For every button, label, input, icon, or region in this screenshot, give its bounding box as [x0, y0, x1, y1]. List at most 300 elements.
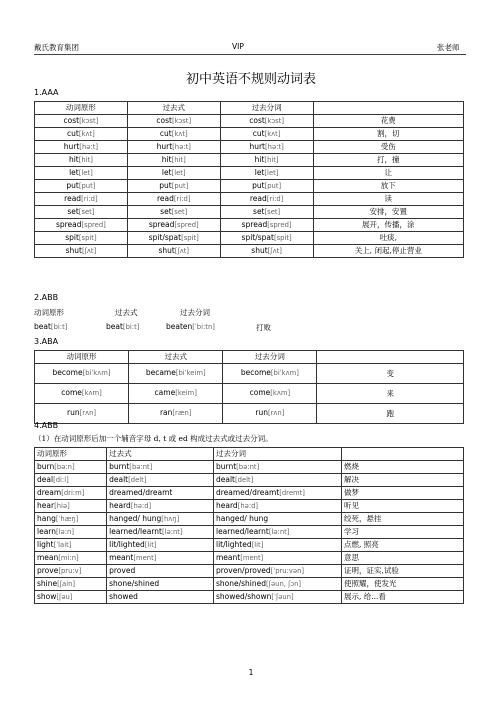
past-participle-cell	[220, 179, 313, 192]
aaa-column-header: 过去分词	[220, 102, 313, 115]
table-row	[35, 383, 464, 403]
abb2-header-row	[35, 448, 464, 461]
word: set	[160, 206, 172, 216]
phonetic: [spred]	[81, 220, 106, 229]
verb-cell	[35, 231, 128, 244]
table-row	[35, 153, 464, 166]
page-number: 1	[248, 668, 254, 677]
table-row	[35, 551, 464, 564]
past-participle-cell	[213, 538, 341, 551]
phonetic: [let]	[78, 168, 93, 177]
phonetic: [lə:nt]	[161, 527, 183, 536]
past-tense-cell	[127, 205, 220, 218]
meaning-cell: 来	[317, 383, 464, 403]
aba-header-row	[35, 351, 464, 364]
word: set	[253, 206, 265, 216]
phonetic: [kʌm]	[270, 389, 291, 398]
phonetic: [hit]	[171, 155, 186, 164]
section-aba-label: 3.ABA	[34, 337, 59, 346]
meaning-cell: 燃烧	[342, 460, 464, 473]
phonetic: [keim]	[175, 389, 197, 398]
phonetic: [spred]	[174, 220, 199, 229]
word: shut	[65, 245, 82, 255]
word: run	[67, 408, 80, 418]
verb-cell	[35, 551, 107, 564]
word: spit/spat	[241, 232, 274, 242]
phonetic: [hə:t]	[79, 142, 99, 151]
table-row	[35, 473, 464, 486]
meaning-cell: 打，撞	[313, 153, 463, 166]
meaning-cell: 听见	[342, 499, 464, 512]
phonetic: [ʃəu]	[56, 592, 73, 601]
phonetic: [spit]	[273, 233, 292, 242]
phonetic: [hə:t]	[172, 142, 191, 151]
section-aaa-label: 1.AAA	[34, 88, 59, 97]
past-tense-cell	[127, 114, 220, 127]
phonetic: [ˈʃəun]	[271, 592, 294, 601]
phonetic: [ri:d]	[266, 194, 284, 203]
phonetic: [set]	[264, 207, 281, 216]
past-tense-cell	[127, 153, 220, 166]
word: hit	[161, 154, 172, 164]
past-participle-cell	[213, 564, 341, 577]
word: set	[67, 206, 79, 216]
word: learned/learnt	[215, 526, 269, 536]
meaning-cell: 证明，证实,试验	[342, 564, 464, 577]
word: read	[249, 193, 267, 203]
word: hit	[254, 154, 265, 164]
word: shone/shined	[215, 578, 267, 588]
past-tense-cell	[107, 512, 214, 525]
table-row	[35, 564, 464, 577]
phonetic: [bə:nt]	[129, 462, 153, 471]
verb-cell	[35, 590, 107, 603]
word: hurt	[156, 141, 173, 151]
meaning-cell: 花费	[313, 114, 463, 127]
aaa-column-header: 动词原形	[35, 102, 128, 115]
word: dream	[37, 487, 62, 497]
table-row	[35, 140, 464, 153]
table-row	[35, 499, 464, 512]
header-right: 张老师	[437, 43, 460, 52]
past-participle-cell	[220, 127, 313, 140]
phonetic: [rʌn]	[79, 409, 97, 418]
past-tense-cell	[127, 140, 220, 153]
word: hurt	[249, 141, 265, 151]
meaning-cell: 受伤	[313, 140, 463, 153]
past-tense-cell	[127, 218, 220, 231]
past-tense-cell	[107, 551, 214, 564]
word: let	[161, 167, 172, 177]
past-participle-cell	[213, 486, 341, 499]
meaning-cell: 点燃, 照亮	[342, 538, 464, 551]
word: meant	[215, 552, 241, 562]
word: burnt	[109, 461, 130, 471]
phonetic: [ment]	[240, 553, 264, 562]
phonetic: [ʃʌt]	[174, 246, 190, 255]
phonetic: [spred]	[267, 220, 292, 229]
word: shut	[251, 245, 268, 255]
word: show	[37, 591, 57, 601]
phonetic: [pru:v]	[58, 566, 82, 575]
word: heard	[215, 500, 238, 510]
phonetic: [ʃʌt]	[267, 246, 282, 255]
meaning-cell: 安排，安置	[313, 205, 463, 218]
phonetic: [ˈlait]	[53, 540, 72, 549]
verb-cell	[35, 192, 128, 205]
past-participle-cell	[223, 363, 317, 383]
word: proven/proved	[215, 565, 271, 575]
past-participle-cell	[220, 140, 313, 153]
phonetic: [kɔst]	[171, 116, 192, 125]
past-participle-cell	[220, 244, 313, 257]
word: dreamed/dreamt	[109, 488, 173, 498]
past-tense-cell	[127, 231, 220, 244]
past-tense-cell	[129, 383, 223, 403]
word: shut	[158, 245, 175, 255]
phonetic: [hʌŋ]	[161, 514, 180, 523]
past-tense-cell	[129, 363, 223, 383]
abb2-column-header: 动词原形	[35, 448, 107, 461]
past-tense-cell	[107, 538, 214, 551]
word: cut	[67, 128, 79, 138]
word: meant	[109, 552, 134, 562]
past-tense-cell	[107, 577, 214, 590]
table-row	[35, 166, 464, 179]
word: read	[157, 193, 174, 203]
past-participle-cell	[220, 114, 313, 127]
past-participle-cell	[223, 383, 317, 403]
meaning-cell: 使照耀，使发光	[342, 577, 464, 590]
meaning-cell: 关上, 闭起,停止营业	[313, 244, 463, 257]
section-abb-label: 2.ABB	[34, 293, 59, 302]
word: lit/lighted	[215, 539, 252, 549]
past-participle-cell	[220, 153, 313, 166]
phonetic: [set]	[78, 207, 95, 216]
word: become	[52, 368, 83, 378]
phonetic: [biˈkʌm]	[270, 369, 299, 378]
verb-cell	[35, 166, 128, 179]
table-row	[35, 460, 464, 473]
word: spread	[55, 219, 82, 229]
table-row	[35, 363, 464, 383]
word: deal	[37, 474, 54, 484]
abb-heading-past: 过去式	[115, 308, 138, 317]
section-abb2-label: 4.ABB	[34, 421, 59, 430]
word: prove	[37, 565, 59, 575]
table-row	[35, 231, 464, 244]
aba-column-header: 过去分词	[223, 351, 317, 364]
word: come	[61, 388, 82, 398]
word: learned/learnt	[109, 526, 162, 536]
word: hanged/ hung	[109, 513, 162, 523]
phonetic: [set]	[171, 207, 188, 216]
phonetic: [ri:d]	[81, 194, 98, 203]
meaning-cell: 意思	[342, 551, 464, 564]
past-tense-cell	[107, 590, 214, 603]
past-tense-cell	[129, 403, 223, 423]
abb-row-participle: beaten[ˈbi:tn]	[166, 322, 215, 331]
meaning-cell: 读	[313, 192, 463, 205]
table-row	[35, 205, 464, 218]
header-rule	[34, 54, 466, 55]
phonetic: [rʌn]	[267, 409, 285, 418]
meaning-cell: 展开，传播，涂	[313, 218, 463, 231]
meaning-cell: 割，切	[313, 127, 463, 140]
meaning-cell: 学习	[342, 525, 464, 538]
past-participle-cell	[213, 525, 341, 538]
past-tense-cell	[107, 460, 214, 473]
past-participle-cell	[220, 166, 313, 179]
word: put	[252, 180, 265, 190]
word: light	[37, 539, 54, 549]
phonetic: [ʃəun, ʃɔn]	[266, 579, 302, 588]
word: spit	[65, 232, 79, 242]
word: cost	[249, 115, 265, 125]
abb2-column-header: 过去分词	[213, 448, 341, 461]
phonetic: [delt]	[234, 475, 254, 484]
phonetic: [ʃʌt]	[81, 246, 97, 255]
aaa-header-row	[35, 102, 464, 115]
word: become	[240, 368, 271, 378]
phonetic: [kɔst]	[264, 116, 284, 125]
aaa-column-header	[313, 102, 463, 115]
word: read	[64, 193, 82, 203]
word: hanged/ hung	[215, 514, 269, 524]
table-row	[35, 114, 464, 127]
word: lit/lighted	[109, 539, 145, 549]
phonetic: [kʌt]	[264, 129, 281, 138]
phonetic: [put]	[171, 181, 189, 190]
word: showed/shown	[215, 591, 272, 601]
past-tense-cell	[127, 192, 220, 205]
meaning-cell: 解决	[342, 473, 464, 486]
abb-heading-verb: 动词原形	[34, 308, 64, 317]
abb2-note: （1）在动词原形后加一个辅音字母 d, t 或 ed 构成过去式或过去分词。	[34, 434, 273, 443]
phonetic: [ˈhæŋ]	[55, 514, 79, 523]
word: hang	[37, 513, 56, 523]
header-left: 戴氏教育集团	[34, 43, 79, 52]
phonetic: [hə:d]	[237, 501, 259, 510]
past-participle-cell	[213, 473, 341, 486]
abb-row-past: beat[bi:t]	[106, 322, 140, 331]
phonetic: [hə:t]	[265, 142, 284, 151]
table-row	[35, 403, 464, 423]
word: spit/spat	[148, 232, 182, 242]
aba-column-header	[317, 351, 464, 364]
verb-cell	[35, 577, 107, 590]
phonetic: [kʌm]	[81, 389, 102, 398]
phonetic: [lə:n]	[56, 527, 74, 536]
meaning-cell: 绞死，悬挂	[342, 512, 464, 525]
verb-cell	[35, 538, 107, 551]
phonetic: [lit]	[251, 540, 264, 549]
past-tense-cell	[127, 244, 220, 257]
phonetic: [let]	[171, 168, 186, 177]
verb-cell	[35, 363, 129, 383]
past-participle-cell	[223, 403, 317, 423]
word: hit	[68, 154, 79, 164]
meaning-cell: 让	[313, 166, 463, 179]
phonetic: [spit]	[78, 233, 97, 242]
abb-row-meaning: 打败	[256, 323, 271, 332]
past-tense-cell	[127, 179, 220, 192]
verb-cell	[35, 205, 128, 218]
past-participle-cell	[220, 205, 313, 218]
word: hear	[37, 500, 55, 510]
past-participle-cell	[213, 551, 341, 564]
abb2-table	[34, 447, 464, 604]
abb2-column-header	[342, 448, 464, 461]
verb-cell	[35, 564, 107, 577]
verb-cell	[35, 179, 128, 192]
word: put	[66, 180, 79, 190]
word: proved	[109, 566, 136, 576]
word: burnt	[215, 461, 237, 471]
phonetic: [hiə]	[54, 501, 70, 510]
word: come	[249, 388, 271, 398]
abb-heading-participle: 过去分词	[180, 308, 210, 317]
phonetic: [di:l]	[53, 475, 69, 484]
phonetic: [put]	[264, 181, 282, 190]
verb-cell	[35, 383, 129, 403]
aba-table	[34, 350, 464, 424]
word: put	[159, 180, 172, 190]
word: came	[154, 388, 176, 398]
past-tense-cell	[127, 127, 220, 140]
word: learn	[37, 526, 56, 536]
phonetic: [ʃain]	[57, 579, 76, 588]
verb-cell	[35, 114, 128, 127]
word: hurt	[63, 141, 80, 151]
past-participle-cell	[213, 499, 341, 512]
word: shine	[37, 578, 58, 588]
verb-cell	[35, 140, 128, 153]
phonetic: [hə:d]	[130, 501, 152, 510]
table-row	[35, 577, 464, 590]
table-row	[35, 192, 464, 205]
word: run	[255, 408, 268, 418]
table-row	[35, 244, 464, 257]
phonetic: [kʌt]	[171, 129, 188, 138]
word: showed	[109, 592, 138, 602]
table-row	[35, 486, 464, 499]
verb-cell	[35, 525, 107, 538]
aba-column-header: 过去式	[129, 351, 223, 364]
phonetic: [spit]	[181, 233, 199, 242]
meaning-cell: 跑	[317, 403, 464, 423]
phonetic: [let]	[264, 168, 279, 177]
verb-cell	[35, 512, 107, 525]
verb-cell	[35, 460, 107, 473]
word: shone/shined	[109, 579, 160, 589]
word: spread	[241, 219, 268, 229]
phonetic: [bə:n]	[54, 462, 75, 471]
verb-cell	[35, 244, 128, 257]
word: let	[69, 167, 79, 177]
meaning-cell: 放下	[313, 179, 463, 192]
past-tense-cell	[107, 564, 214, 577]
aaa-column-header: 过去式	[127, 102, 220, 115]
phonetic: [delt]	[128, 475, 147, 484]
phonetic: [mi:n]	[58, 553, 79, 562]
verb-cell	[35, 473, 107, 486]
phonetic: [biˈkeim]	[175, 369, 206, 378]
phonetic: [lə:nt]	[268, 527, 290, 536]
word: cost	[63, 115, 80, 125]
past-tense-cell	[107, 499, 214, 512]
table-row	[35, 218, 464, 231]
phonetic: [ment]	[133, 553, 157, 562]
table-row	[35, 179, 464, 192]
phonetic: [biˈkʌm]	[82, 369, 111, 378]
table-row	[35, 525, 464, 538]
past-participle-cell	[213, 590, 341, 603]
meaning-cell: 展示, 给...看	[342, 590, 464, 603]
phonetic: [hit]	[264, 155, 279, 164]
past-tense-cell	[127, 166, 220, 179]
phonetic: [dri:m]	[61, 488, 85, 497]
verb-cell	[35, 499, 107, 512]
phonetic: [ri:d]	[173, 194, 191, 203]
phonetic: [put]	[78, 181, 96, 190]
table-row	[35, 127, 464, 140]
aaa-table	[34, 101, 464, 258]
meaning-cell: 吐痰,	[313, 231, 463, 244]
word: dealt	[215, 474, 235, 484]
meaning-cell: 变	[317, 363, 464, 383]
past-tense-cell	[107, 486, 214, 499]
table-row	[35, 538, 464, 551]
word: dealt	[109, 474, 129, 484]
table-row	[35, 590, 464, 603]
word: dreamed/dreamt	[215, 487, 280, 497]
header-center: VIP	[232, 42, 244, 51]
phonetic: [bə:nt]	[236, 462, 260, 471]
past-participle-cell	[220, 218, 313, 231]
verb-cell	[35, 153, 128, 166]
phonetic: [hit]	[78, 155, 93, 164]
abb-row-verb: beat[bi:t]	[34, 322, 68, 331]
aba-column-header: 动词原形	[35, 351, 129, 364]
phonetic: [ˈpru:vən]	[270, 566, 305, 575]
phonetic: [dremt]	[279, 488, 305, 497]
verb-cell	[35, 218, 128, 231]
past-participle-cell	[213, 512, 341, 525]
word: cost	[156, 115, 172, 125]
phonetic: [ræn]	[172, 409, 192, 418]
phonetic: [kʌt]	[78, 129, 95, 138]
page-title: 初中英语不规则动词表	[185, 72, 316, 87]
word: heard	[109, 500, 131, 510]
past-tense-cell	[107, 473, 214, 486]
word: burn	[37, 461, 55, 471]
table-row	[35, 512, 464, 525]
past-participle-cell	[220, 192, 313, 205]
phonetic: [lit]	[144, 540, 157, 549]
word: ran	[159, 408, 173, 418]
past-participle-cell	[220, 231, 313, 244]
word: became	[145, 368, 176, 378]
verb-cell	[35, 486, 107, 499]
past-participle-cell	[213, 577, 341, 590]
past-participle-cell	[213, 460, 341, 473]
word: cut	[159, 128, 172, 138]
abb2-column-header: 过去式	[107, 448, 214, 461]
word: cut	[252, 128, 265, 138]
phonetic: [kɔst]	[79, 116, 99, 125]
verb-cell	[35, 127, 128, 140]
